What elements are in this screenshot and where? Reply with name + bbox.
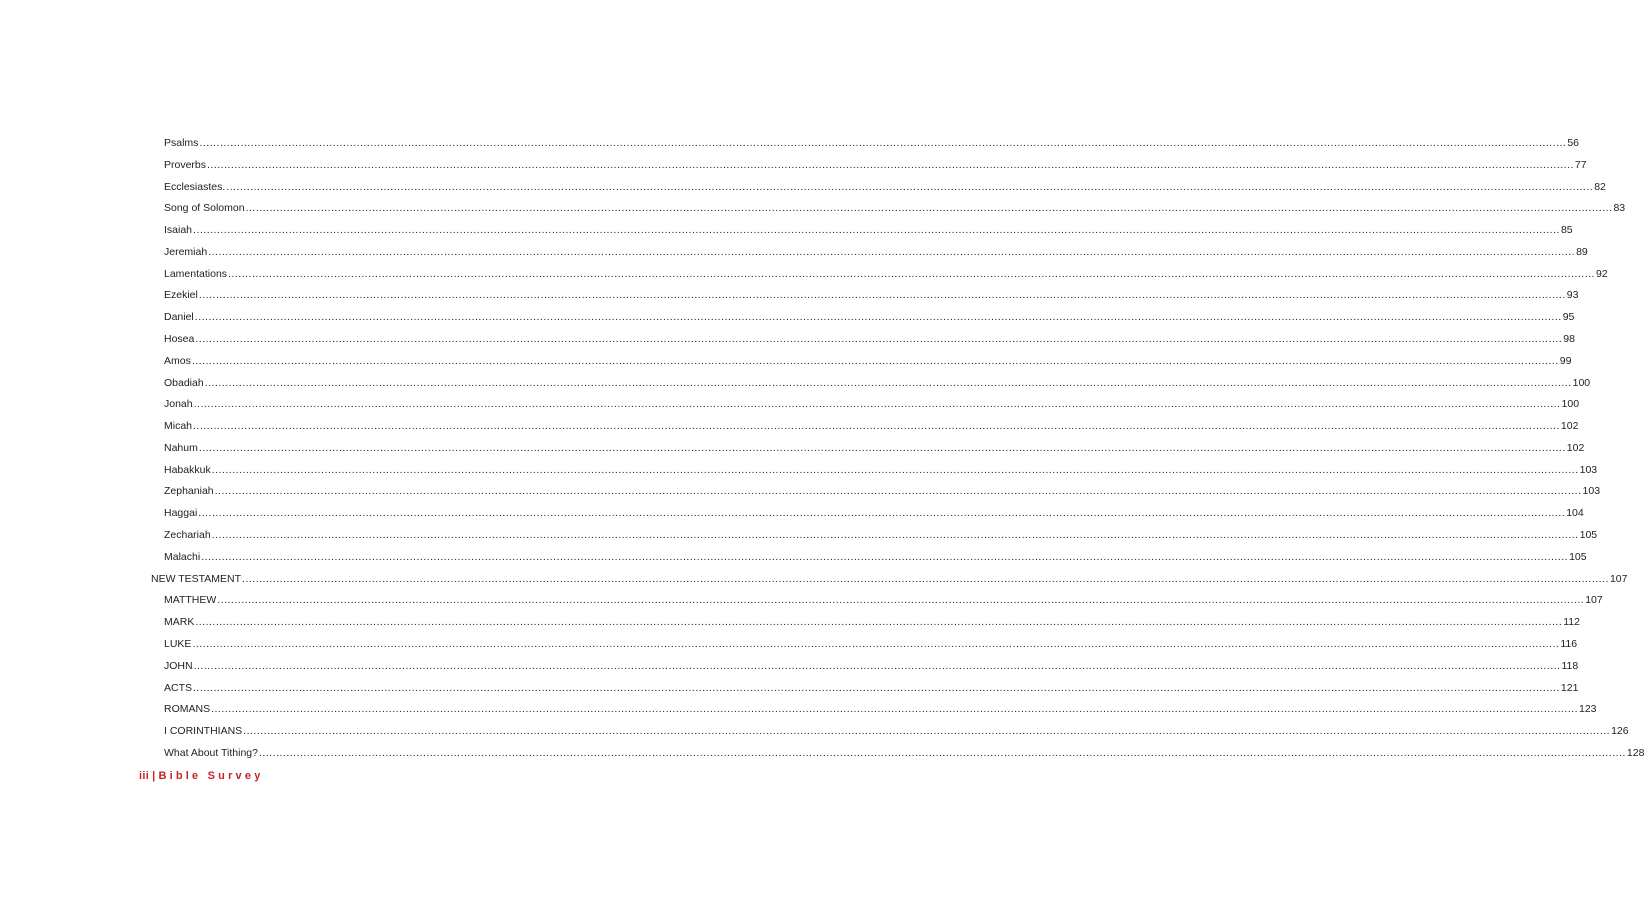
toc-entry-title: Micah [164,420,193,433]
toc-entry-title: Nahum [164,441,198,454]
toc-entry[interactable] [164,681,1579,695]
toc-dot-leader: ................................................................................................................................................................................................................................................................................................................................................................................................................ [211,463,1579,476]
toc-entry-page-number: 121 [1560,681,1579,694]
toc-entry[interactable] [164,158,1587,172]
toc-entry-page-number: 118 [1561,659,1579,672]
toc-entry[interactable] [164,376,1591,390]
toc-entry[interactable] [164,136,1580,150]
toc-dot-leader: ................................................................................................................................................................................................................................................................................................................................................................................................................ [243,725,1611,738]
toc-entry-title: Malachi [164,550,201,563]
toc-entry-page-number: 100 [1572,376,1591,389]
toc-entry[interactable] [164,332,1575,346]
toc-entry[interactable] [164,223,1573,237]
toc-entry-title: Haggai [164,507,198,520]
toc-entry-page-number: 103 [1579,463,1598,476]
toc-dot-leader: ................................................................................................................................................................................................................................................................................................................................................................................................................ [198,289,1566,302]
toc-entry-page-number: 82 [1594,180,1606,193]
toc-entry-page-number: 56 [1567,137,1580,149]
toc-dot-leader: ................................................................................................................................................................................................................................................................................................................................................................................................................ [211,703,1578,716]
footer-document-title: Bible Survey [158,770,264,782]
toc-entry[interactable] [164,659,1579,673]
toc-entry-page-number: 107 [1585,594,1603,607]
toc-entry-page-number: 107 [1609,572,1628,585]
toc-entry-page-number: 104 [1566,507,1584,520]
toc-dot-leader: ................................................................................................................................................................................................................................................................................................................................................................................................................ [193,659,1561,672]
toc-dot-leader: ................................................................................................................................................................................................................................................................................................................................................................................................................ [226,180,1594,193]
toc-dot-leader: ................................................................................................................................................................................................................................................................................................................................................................................................................ [198,507,1566,520]
toc-dot-leader: ................................................................................................................................................................................................................................................................................................................................................................................................................ [199,137,1567,149]
footer-separator: | [152,770,156,782]
toc-dot-leader: ................................................................................................................................................................................................................................................................................................................................................................................................................ [191,354,1559,367]
toc-entry-title: Hosea [164,333,195,346]
toc-entry[interactable] [164,267,1608,281]
toc-entry-title: Habakkuk [164,463,211,476]
toc-entry[interactable] [164,615,1580,629]
toc-dot-leader: ................................................................................................................................................................................................................................................................................................................................................................................................................ [211,529,1579,542]
toc-dot-leader: ................................................................................................................................................................................................................................................................................................................................................................................................................ [198,441,1566,454]
toc-entry[interactable] [164,724,1629,738]
toc-entry-title: Ecclesiastes. [164,180,226,193]
toc-entry[interactable] [164,637,1578,651]
toc-entry[interactable] [164,746,1644,760]
toc-entry-page-number: 93 [1566,289,1579,302]
toc-entry-page-number: 77 [1574,158,1587,171]
toc-entry-page-number: 102 [1560,420,1579,433]
toc-entry[interactable] [164,484,1601,498]
toc-dot-leader: ................................................................................................................................................................................................................................................................................................................................................................................................................ [204,376,1572,389]
toc-dot-leader: ................................................................................................................................................................................................................................................................................................................................................................................................................ [207,158,1574,171]
toc-entry[interactable] [164,354,1572,368]
toc-dot-leader: ................................................................................................................................................................................................................................................................................................................................................................................................................ [193,224,1560,237]
toc-entry-title: Proverbs [164,158,207,171]
toc-entry[interactable] [164,593,1603,607]
toc-entry-title: What About Tithing? [164,746,258,759]
toc-entry-title: LUKE [164,637,192,650]
page-footer [139,770,264,782]
toc-entry[interactable] [151,572,1628,586]
toc-entry-page-number: 98 [1563,333,1575,346]
toc-entry-title: ACTS [164,681,193,694]
toc-entry-page-number: 128 [1626,746,1644,759]
toc-dot-leader: ................................................................................................................................................................................................................................................................................................................................................................................................................ [194,311,1562,324]
toc-dot-leader: ................................................................................................................................................................................................................................................................................................................................................................................................................ [193,398,1561,411]
toc-entry-page-number: 102 [1566,441,1585,454]
toc-dot-leader: ................................................................................................................................................................................................................................................................................................................................................................................................................ [193,420,1560,433]
toc-entry-title: Isaiah [164,224,193,237]
toc-entry-title: JOHN [164,659,193,672]
toc-entry[interactable] [164,310,1575,324]
toc-entry-page-number: 85 [1560,224,1573,237]
toc-entry-page-number: 95 [1562,311,1575,324]
toc-entry-page-number: 112 [1563,616,1580,629]
toc-entry[interactable] [164,528,1598,542]
toc-entry-page-number: 83 [1613,202,1626,215]
toc-entry-page-number: 92 [1595,267,1608,280]
toc-dot-leader: ................................................................................................................................................................................................................................................................................................................................................................................................................ [195,616,1563,629]
toc-entry-title: MARK [164,616,195,629]
toc-entry-title: Amos [164,354,191,367]
toc-entry[interactable] [164,397,1580,411]
toc-dot-leader: ................................................................................................................................................................................................................................................................................................................................................................................................................ [217,594,1585,607]
toc-entry-title: Zechariah [164,529,211,542]
toc-entry-title: Zephaniah [164,485,214,498]
toc-dot-leader: ................................................................................................................................................................................................................................................................................................................................................................................................................ [208,245,1576,258]
toc-entry-title: Obadiah [164,376,204,389]
toc-dot-leader: ................................................................................................................................................................................................................................................................................................................................................................................................................ [214,485,1582,498]
toc-entry[interactable] [164,288,1579,302]
toc-entry[interactable] [164,180,1606,194]
toc-entry[interactable] [164,419,1579,433]
toc-entry-title: MATTHEW [164,594,217,607]
toc-entry[interactable] [164,245,1588,259]
toc-entry-title: Lamentations [164,267,228,280]
toc-entry[interactable] [164,702,1597,716]
toc-dot-leader: ................................................................................................................................................................................................................................................................................................................................................................................................................ [258,746,1626,759]
toc-dot-leader: ................................................................................................................................................................................................................................................................................................................................................................................................................ [193,681,1560,694]
toc-entry-page-number: 100 [1561,398,1580,411]
toc-entry[interactable] [164,441,1585,455]
toc-entry-title: Song of Solomon [164,202,245,215]
toc-entry[interactable] [164,201,1626,215]
toc-entry[interactable] [164,550,1587,564]
toc-dot-leader: ................................................................................................................................................................................................................................................................................................................................................................................................................ [242,572,1609,585]
toc-entry-title: Daniel [164,311,194,324]
toc-entry-page-number: 105 [1579,529,1598,542]
toc-entry-title: Jonah [164,398,193,411]
toc-dot-leader: ................................................................................................................................................................................................................................................................................................................................................................................................................ [201,550,1569,563]
toc-entry-page-number: 123 [1579,703,1597,716]
toc-entry-page-number: 105 [1569,550,1587,563]
toc-entry-title: I CORINTHIANS [164,725,243,738]
toc-entry-title: Ezekiel [164,289,198,302]
toc-entry-page-number: 99 [1559,354,1572,367]
toc-dot-leader: ................................................................................................................................................................................................................................................................................................................................................................................................................ [192,637,1560,650]
toc-entry-page-number: 116 [1560,637,1578,650]
toc-dot-leader: ................................................................................................................................................................................................................................................................................................................................................................................................................ [195,333,1563,346]
toc-entry-title: NEW TESTAMENT [151,572,242,585]
toc-entry-page-number: 103 [1582,485,1601,498]
toc-entry-title: Jeremiah [164,245,208,258]
toc-entry-title: Psalms [164,137,199,149]
toc-dot-leader: ................................................................................................................................................................................................................................................................................................................................................................................................................ [228,267,1595,280]
toc-entry[interactable] [164,506,1584,520]
toc-entry-page-number: 126 [1611,725,1629,738]
footer-page-number: iii [139,770,150,782]
toc-entry[interactable] [164,463,1598,477]
toc-dot-leader: ................................................................................................................................................................................................................................................................................................................................................................................................................ [245,202,1613,215]
toc-entry-title: ROMANS [164,703,211,716]
toc-entry-page-number: 89 [1576,245,1588,258]
